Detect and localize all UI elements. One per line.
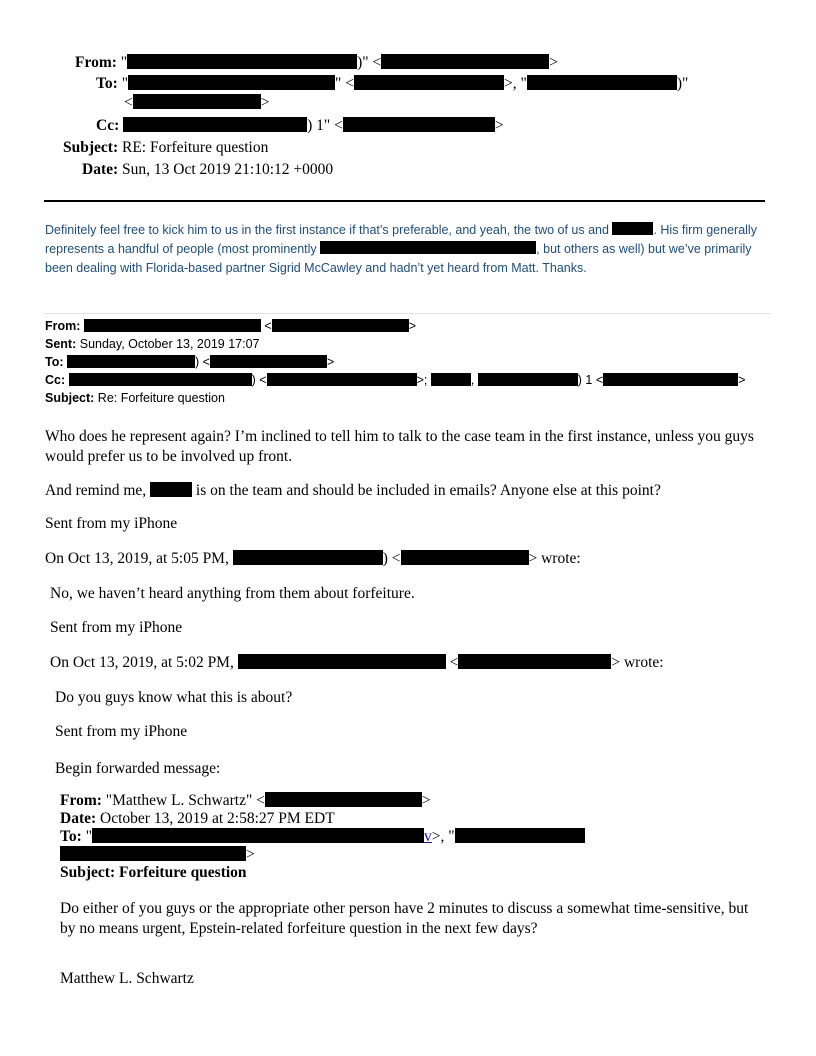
message-paragraph: Do you guys know what this is about? bbox=[55, 689, 293, 706]
from-label: From: bbox=[45, 319, 81, 333]
header-to-row: To: " " < >, " )" bbox=[96, 75, 689, 92]
redaction bbox=[478, 373, 578, 386]
from-label: From: bbox=[60, 792, 102, 809]
redaction bbox=[401, 550, 529, 565]
message-text: is on the team and should be included in emails? Anyone else at this point? bbox=[195, 482, 661, 499]
redaction bbox=[92, 828, 424, 843]
on-wrote-line: On Oct 13, 2019, at 5:05 PM, ) < > wrote: bbox=[45, 550, 581, 567]
redaction bbox=[354, 75, 504, 90]
from-label: From: bbox=[75, 54, 117, 71]
header-from-row: From: " )" < > bbox=[75, 54, 558, 71]
email-link[interactable]: v bbox=[424, 828, 432, 845]
reply-body bbox=[45, 221, 765, 278]
signature: Sent from my iPhone bbox=[45, 515, 178, 532]
date-value: October 13, 2019 at 2:58:27 PM EDT bbox=[100, 810, 335, 827]
subject-value: RE: Forfeiture question bbox=[121, 139, 269, 156]
date-label: Date: bbox=[82, 161, 119, 178]
cc-label: Cc: bbox=[96, 117, 120, 134]
redaction bbox=[527, 75, 677, 90]
quoted-sent-row bbox=[45, 335, 775, 353]
wrote-text: > wrote: bbox=[528, 550, 581, 567]
redaction bbox=[603, 373, 738, 386]
message-paragraph bbox=[45, 481, 661, 501]
redaction bbox=[233, 550, 383, 565]
redaction bbox=[123, 117, 307, 132]
forwarded-body: Do either of you guys or the appropriate other person have 2 minutes to discuss a somewhat time-sensitive, but by no means urgent, Epstein-related forfeiture question in the next few days? bbox=[60, 900, 749, 937]
reply-text: , but others as well) but we’ve primarily been dealing with Florida-based partner Sigrid McCawley and hadn’t yet heard from Matt. Thanks. bbox=[45, 242, 752, 275]
redaction bbox=[67, 355, 195, 368]
redaction bbox=[133, 94, 261, 109]
reply-text: . His firm generally represents a handful of people (most prominently bbox=[45, 223, 757, 256]
redaction bbox=[612, 222, 653, 235]
quoted-cc-row: Cc: ) < >; , ) 1 < > bbox=[45, 373, 746, 387]
redaction bbox=[431, 373, 471, 386]
on-wrote-line: On Oct 13, 2019, at 5:02 PM, < > wrote: bbox=[50, 654, 664, 671]
header-date-row bbox=[82, 160, 333, 180]
header-to-row-cont: < > bbox=[124, 94, 270, 111]
message-paragraph: Who does he represent again? I’m inclined to tell him to talk to the case team in the first instance, unless you guys would prefer us to be involved up front. bbox=[45, 428, 754, 465]
wrote-text: > wrote: bbox=[611, 654, 664, 671]
forwarded-signature: Matthew L. Schwartz bbox=[60, 970, 194, 987]
date-value: Sun, 13 Oct 2019 21:10:12 +0000 bbox=[122, 161, 334, 178]
subject-label: Subject: bbox=[60, 864, 116, 881]
sent-label: Sent: bbox=[45, 337, 77, 351]
cc-label: Cc: bbox=[45, 373, 66, 387]
redaction bbox=[458, 654, 611, 669]
redaction bbox=[69, 373, 252, 386]
quoted-header bbox=[45, 317, 775, 407]
redaction bbox=[455, 828, 585, 843]
to-label: To: bbox=[60, 828, 82, 845]
header-subject-row bbox=[63, 138, 268, 158]
message-paragraph: No, we haven’t heard anything from them about forfeiture. bbox=[50, 585, 415, 602]
redaction bbox=[265, 792, 422, 807]
quoted-subject-row bbox=[45, 389, 775, 407]
on-line-text: On Oct 13, 2019, at 5:02 PM, bbox=[50, 654, 234, 671]
sent-value: Sunday, October 13, 2019 17:07 bbox=[79, 337, 260, 351]
to-label: To: bbox=[45, 355, 64, 369]
redaction bbox=[267, 373, 417, 386]
quoted-from-row: From: < > bbox=[45, 319, 416, 333]
redaction bbox=[84, 319, 261, 332]
redaction bbox=[320, 241, 536, 254]
header-divider bbox=[44, 200, 765, 202]
forwarded-to-row: To: " v>, " bbox=[60, 828, 585, 846]
redaction bbox=[272, 319, 409, 332]
redaction bbox=[60, 846, 246, 861]
redaction bbox=[238, 654, 446, 669]
forwarded-to-row-cont: > bbox=[60, 846, 255, 864]
subject-label: Subject: bbox=[45, 391, 95, 405]
from-value: "Matthew L. Schwartz" < bbox=[105, 792, 265, 809]
message-text: And remind me, bbox=[45, 482, 147, 499]
forwarded-from-row: From: "Matthew L. Schwartz" < > bbox=[60, 792, 431, 809]
subject-label: Subject: bbox=[63, 139, 119, 156]
redaction bbox=[127, 54, 357, 69]
redaction bbox=[128, 75, 335, 90]
reply-text: Definitely feel free to kick him to us in the first instance if that’s preferable, and yeah, the two of us and bbox=[45, 223, 609, 237]
redaction bbox=[150, 482, 192, 497]
redaction bbox=[210, 355, 327, 368]
subject-value: Re: Forfeiture question bbox=[97, 391, 225, 405]
cc-suffix: ) 1" bbox=[307, 117, 331, 134]
date-label: Date: bbox=[60, 810, 97, 827]
redaction bbox=[381, 54, 549, 69]
on-line-text: On Oct 13, 2019, at 5:05 PM, bbox=[45, 550, 229, 567]
forwarded-intro: Begin forwarded message: bbox=[55, 760, 221, 777]
subject-value: Forfeiture question bbox=[118, 864, 247, 881]
forwarded-date-row bbox=[60, 810, 335, 828]
header-cc-row: Cc: ) 1" < > bbox=[96, 117, 504, 134]
signature: Sent from my iPhone bbox=[55, 723, 188, 740]
to-label: To: bbox=[96, 75, 118, 92]
quoted-to-row: To: ) < > bbox=[45, 355, 335, 369]
signature: Sent from my iPhone bbox=[50, 619, 183, 636]
quote-divider bbox=[44, 313, 771, 314]
forwarded-subject-row bbox=[60, 864, 247, 882]
redaction bbox=[343, 117, 495, 132]
